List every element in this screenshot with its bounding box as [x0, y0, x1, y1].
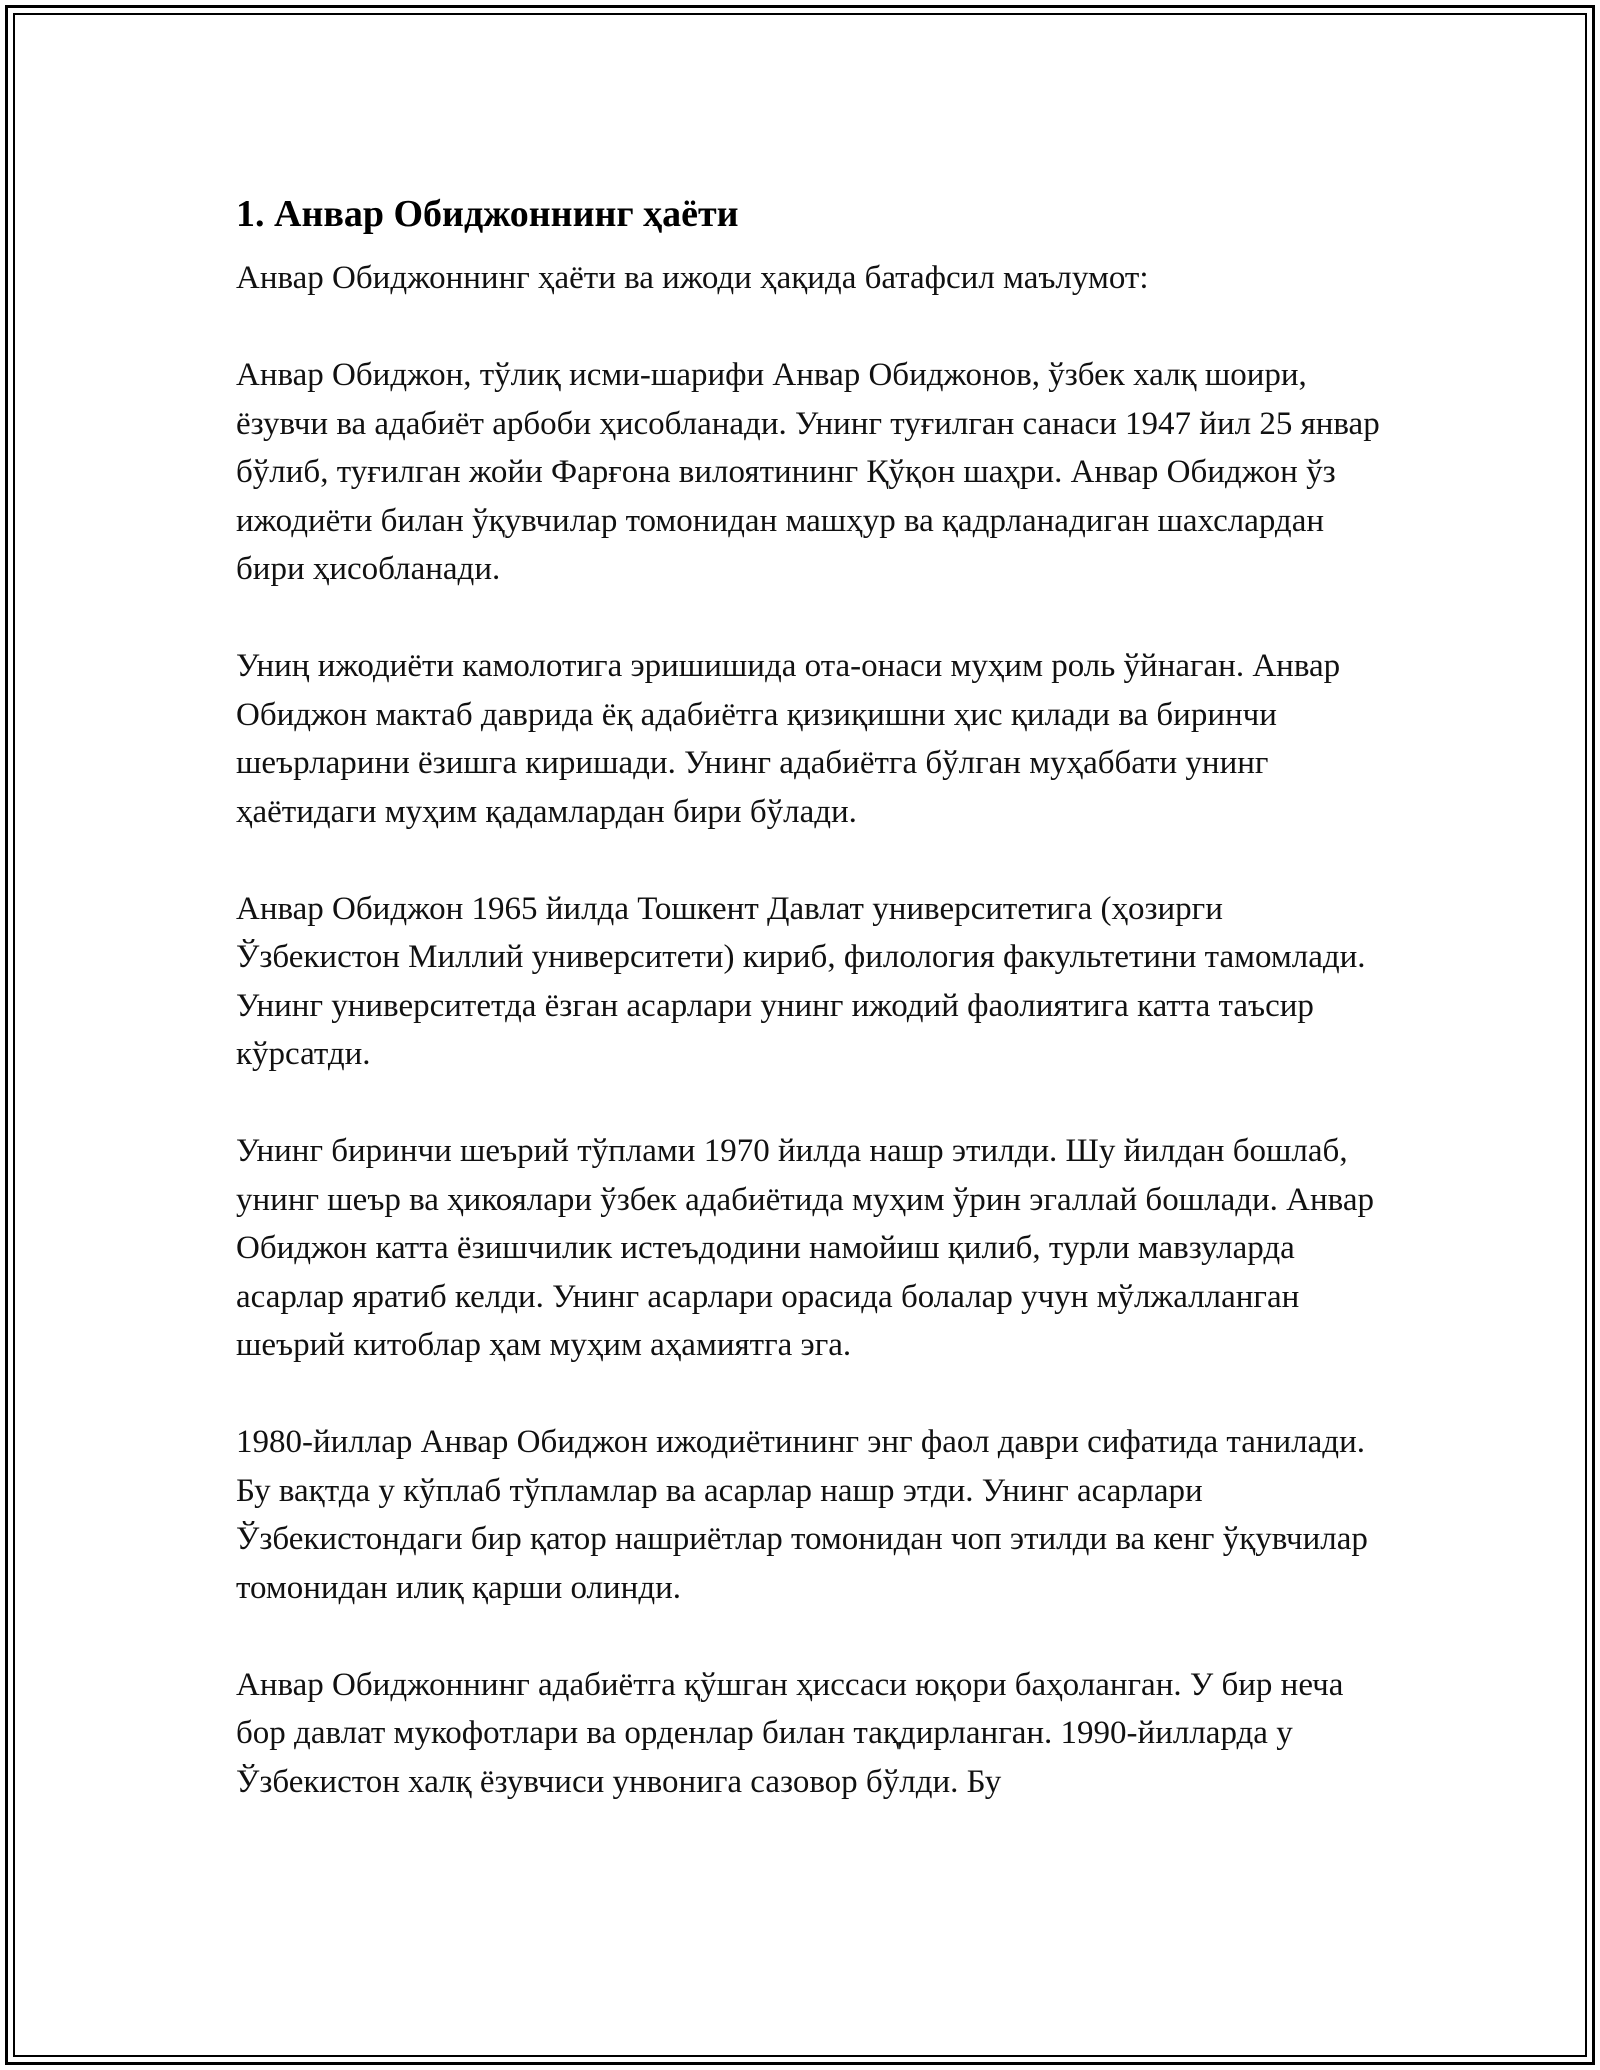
paragraph-early-creativity: Униң ижодиёти камолотига эришишида ота-онаси муҳим роль ўйнаган. Анвар Обиджон мактаб даврида ёқ адабиётга қизиқишни ҳис қилади ва биринчи шеърларини ёзишга киришади. Унинг адабиётга бўлган муҳаббати унинг ҳаётидаги муҳим қадамлардан бири бўлади.	[236, 648, 1341, 830]
document-body	[236, 186, 1386, 1806]
paragraph-intro: Анвар Обиджоннинг ҳаёти ва ижоди ҳақида батафсил маълумот:	[236, 260, 1149, 296]
paragraph-biography: Анвар Обиджон, тўлиқ исми-шарифи Анвар Обиджонов, ўзбек халқ шоири, ёзувчи ва адабиёт арбоби ҳисобланади. Унинг туғилган санаси 1947 йил 25 январ бўлиб, туғилган жойи Фарғона вилоятининг Қўқон шаҳри. Анвар Обиджон ўз ижодиёти билан ўқувчилар томонидан машҳур ва қадрланадиган шахслардан бири ҳисобланади.	[236, 357, 1380, 587]
paragraph-awards: Анвар Обиджоннинг адабиётга қўшган ҳиссаси юқори баҳоланган. У бир неча бор давлат мукофотлари ва орденлар билан тақдирланган. 1990-йилларда у Ўзбекистон халқ ёзувчиси унвонига сазовор бўлди. Бу	[236, 1666, 1344, 1800]
section-heading: 1. Анвар Обиджоннинг ҳаёти	[236, 193, 739, 235]
paragraph-university: Анвар Обиджон 1965 йилда Тошкент Давлат университетига (ҳозирги Ўзбекистон Миллий университети) кириб, филология факультетини тамомлади. Унинг университетда ёзган асарлари унинг ижодий фаолиятига катта таъсир кўрсатди.	[236, 890, 1366, 1072]
paragraph-1980s: 1980-йиллар Анвар Обиджон ижодиётининг энг фаол даври сифатида танилади. Бу вақтда у кўплаб тўпламлар ва асарлар нашр этди. Унинг асарлари Ўзбекистондаги бир қатор нашриётлар томонидан чоп этилди ва кенг ўқувчилар томонидан илиқ қарши олинди.	[236, 1424, 1368, 1606]
paragraph-first-collection: Унинг биринчи шеърий тўплами 1970 йилда нашр этилди. Шу йилдан бошлаб, унинг шеър ва ҳикоялари ўзбек адабиётида муҳим ўрин эгаллай бошлади. Анвар Обиджон катта ёзишчилик истеъдодини намойиш қилиб, турли мавзуларда асарлар яратиб келди. Унинг асарлари орасида болалар учун мўлжалланган шеърий китоблар ҳам муҳим аҳамиятга эга.	[236, 1133, 1374, 1363]
